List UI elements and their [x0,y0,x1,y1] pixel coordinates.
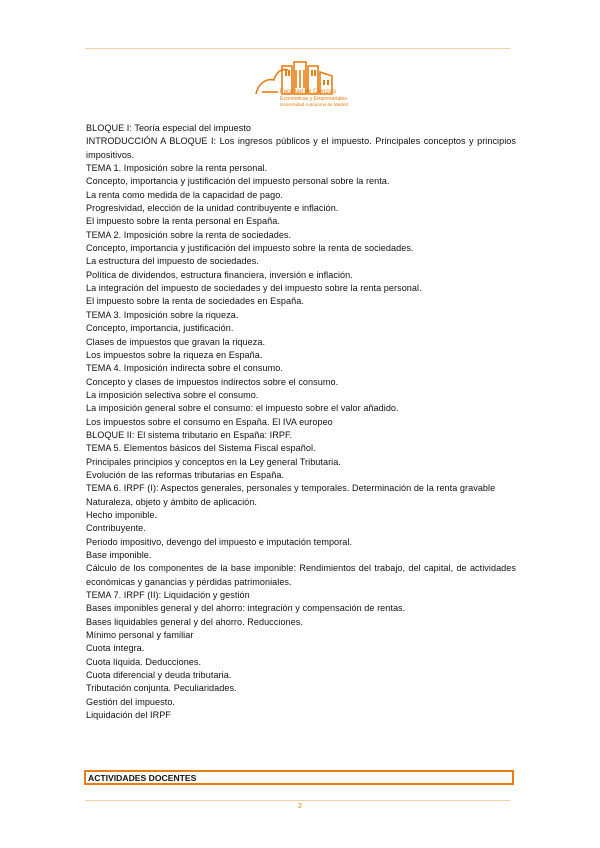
syllabus-line: Naturaleza, objeto y ámbito de aplicación. [86,496,257,507]
topic-heading: TEMA 3. Imposición sobre la riqueza. [86,309,239,320]
syllabus-content [86,122,516,722]
syllabus-line: Clases de impuestos que gravan la riqueza. [86,336,266,347]
syllabus-line: Concepto, importancia y justificación del impuesto sobre la renta de sociedades. [86,243,414,254]
syllabus-line: Tributación conjunta. Peculiaridades. [86,683,237,694]
syllabus-line: Los impuestos sobre el consumo en España. El IVA europeo [86,416,333,427]
syllabus-line: Los impuestos sobre la riqueza en España. [86,349,263,360]
syllabus-line: La imposición selectiva sobre el consumo. [86,389,259,400]
syllabus-line: Periodo impositivo, devengo del impuesto e imputación temporal. [86,536,353,547]
syllabus-line: La estructura del impuesto de sociedades. [86,256,259,267]
syllabus-line: La imposición general sobre el consumo: el impuesto sobre el valor añadido. [86,403,399,414]
syllabus-line: El impuesto sobre la renta personal en España. [86,216,280,227]
intro-heading: INTRODUCCIÓN A BLOQUE I: Los ingresos públicos y el impuesto. Principales conceptos y principios impositivos. [86,136,516,160]
section-heading: BLOQUE II: El sistema tributario en España: IRPF. [86,429,293,440]
syllabus-line: El impuesto sobre la renta de sociedades en España. [86,296,304,307]
topic-heading: TEMA 4. Imposición indirecta sobre el consumo. [86,363,283,374]
syllabus-line: Liquidación del IRPF [86,710,171,721]
syllabus-line: Concepto, importancia, justificación. [86,323,234,334]
syllabus-line: Principales principios y conceptos en la Ley general Tributaria. [86,456,341,467]
syllabus-line: Cuota íntegra. [86,643,145,654]
topic-heading: TEMA 2. Imposición sobre la renta de sociedades. [86,229,292,240]
activities-title: ACTIVIDADES DOCENTES [88,773,197,783]
syllabus-line: Concepto y clases de impuestos indirectos sobre el consumo. [86,376,339,387]
syllabus-line: Concepto, importancia y justificación del impuesto personal sobre la renta. [86,176,390,187]
syllabus-line: Gestión del impuesto. [86,696,176,707]
topic-heading: TEMA 7. IRPF (II): Liquidación y gestión [86,590,250,601]
syllabus-line: Bases imponibles general y del ahorro: integración y compensación de rentas. [86,603,406,614]
syllabus-line: Contribuyente. [86,523,146,534]
syllabus-line: La integración del impuesto de sociedades y del impuesto sobre la renta personal. [86,283,422,294]
page-number: 2 [298,803,302,810]
syllabus-line: Cuota líquida. Deducciones. [86,656,202,667]
topic-heading: TEMA 1. Imposición sobre la renta personal. [86,163,268,174]
syllabus-line: Bases liquidables general y del ahorro. Reducciones. [86,616,303,627]
topic-heading: TEMA 6. IRPF (I): Aspectos generales, personales y temporales. Determinación de la renta gravable [86,483,496,494]
footer-divider [85,800,510,801]
syllabus-line: Progresividad, elección de la unidad contribuyente e inflación. [86,203,339,214]
syllabus-line: Evolución de las reformas tributarias en España. [86,469,285,480]
logo-text-line3: Universidad Autónoma de Madrid [280,102,348,107]
header-divider [85,48,510,49]
syllabus-line: Mínimo personal y familiar [86,630,194,641]
syllabus-line: La renta como medida de la capacidad de pago. [86,189,283,200]
syllabus-line: Política de dividendos, estructura financiera, inversión e inflación. [86,269,353,280]
activities-section-header [84,770,514,785]
logo-text-line2: Económicas y Empresariales [280,96,347,102]
syllabus-line: Hecho imponible. [86,509,158,520]
topic-heading: TEMA 5. Elementos básicos del Sistema Fiscal español. [86,443,316,454]
logo-text-line1: Facultad de Ciencias [280,89,337,95]
section-heading: BLOQUE I: Teoría especial del impuesto [86,123,251,133]
syllabus-line: Cuota diferencial y deuda tributaria. [86,670,232,681]
syllabus-line: Cálculo de los componentes de la base imponible: Rendimientos del trabajo, del capital, de actividades económicas y ganancias y pérdidas patrimoniales. [86,563,516,587]
syllabus-line: Base imponible. [86,550,152,560]
